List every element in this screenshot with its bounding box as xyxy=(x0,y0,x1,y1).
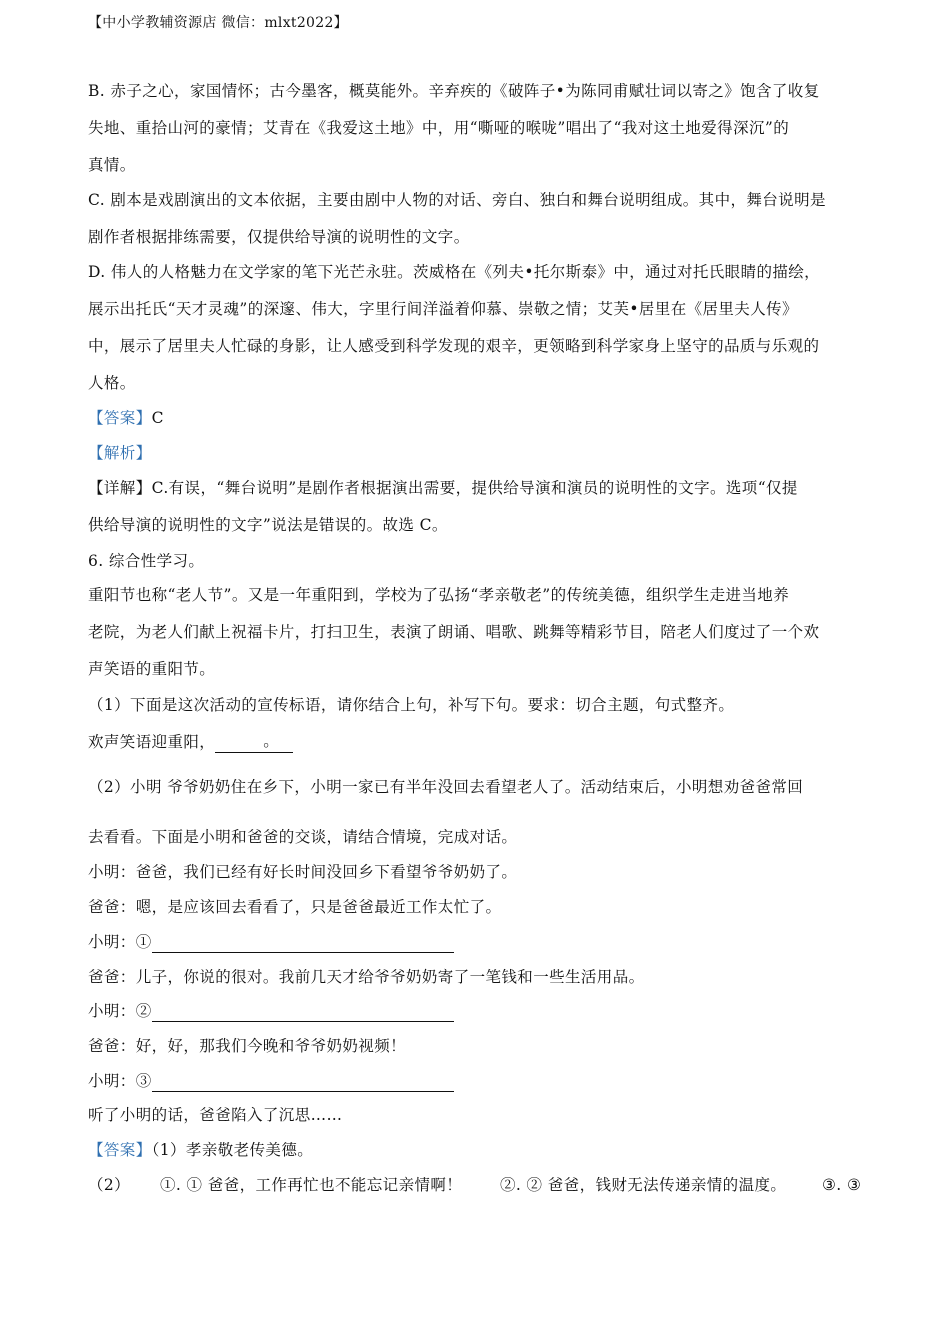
page-header: 【中小学教辅资源店 微信：mlxt2022】 xyxy=(88,15,348,31)
dialogue-blank-2[interactable] xyxy=(152,1021,454,1022)
detail-5-line-2: 供给导演的说明性的文字”说法是错误的。故选 C。 xyxy=(88,516,448,534)
analysis-5 xyxy=(88,442,152,464)
option-c-line-1: C. 剧本是戏剧演出的文本依据，主要由剧中人物的对话、旁白、独白和舞台说明组成。其中，舞台说明是 xyxy=(88,191,826,209)
option-d-line-3: 中，展示了居里夫人忙碌的身影，让人感受到科学发现的艰辛，更领略到科学家身上坚守的品质与乐观的 xyxy=(88,337,820,355)
dialogue-line-5 xyxy=(88,1000,454,1022)
answer-6-tag: 【答案】 xyxy=(88,1141,152,1159)
slogan-prefix: 欢声笑语迎重阳， xyxy=(88,733,216,751)
answer-5 xyxy=(88,407,164,429)
question-6-sub-2-line-2: 去看看。下面是小明和爸爸的交谈，请结合情境，完成对话。 xyxy=(88,828,518,846)
dialogue-blank-3[interactable] xyxy=(152,1091,454,1092)
dialogue-line-1: 小明：爸爸，我们已经有好长时间没回乡下看望爷爷奶奶了。 xyxy=(88,863,518,881)
detail-text: C.有误，“舞台说明”是剧作者根据演出需要，提供给导演和演员的说明性的文字。选项“仅提 xyxy=(151,479,798,497)
slogan-blank[interactable] xyxy=(215,752,263,753)
option-b-line-3: 真情。 xyxy=(88,156,136,174)
dialogue-line-6: 爸爸：好，好，那我们今晚和爷爷奶奶视频！ xyxy=(88,1037,407,1055)
question-6-intro-2: 老院，为老人们献上祝福卡片，打扫卫生，表演了朗诵、唱歌、跳舞等精彩节目，陪老人们度过了一个欢 xyxy=(88,623,820,641)
slogan-end: 。 xyxy=(263,730,293,753)
option-d-line-1: D. 伟人的人格魅力在文学家的笔下光芒永驻。茨威格在《列夫•托尔斯泰》中，通过对托氏眼睛的描绘， xyxy=(88,263,821,281)
question-6-intro-3: 声笑语的重阳节。 xyxy=(88,660,216,678)
dialogue-line-8: 听了小明的话，爸爸陷入了沉思…… xyxy=(88,1106,343,1124)
answer-6-text-1: （1）孝亲敬老传美德。 xyxy=(151,1141,314,1159)
slogan-line xyxy=(88,730,293,753)
detail-5-line-1 xyxy=(88,477,798,499)
detail-tag: 【详解】 xyxy=(88,479,152,497)
option-d-line-4: 人格。 xyxy=(88,374,136,392)
question-6-title: 6. 综合性学习。 xyxy=(88,552,205,570)
answer-value: C xyxy=(151,409,164,427)
answer-tag: 【答案】 xyxy=(88,409,152,427)
answer-6-part-2-a2: ②. ② 爸爸，钱财无法传递亲情的温度。 xyxy=(500,1176,787,1194)
dialogue-line-2: 爸爸：嗯，是应该回去看看了，只是爸爸最近工作太忙了。 xyxy=(88,898,502,916)
option-d-line-2: 展示出托氏“天才灵魂”的深邃、伟大，字里行间洋溢着仰慕、崇敬之情；艾芙•居里在《居里夫人传》 xyxy=(88,300,798,318)
dialogue-prompt-3: 小明：③ xyxy=(88,1072,152,1090)
answer-6-part-2-a3: ③. ③ xyxy=(822,1176,862,1194)
dialogue-prompt-2: 小明：② xyxy=(88,1002,152,1020)
option-b-line-2: 失地、重拾山河的豪情；艾青在《我爱这土地》中，用“嘶哑的喉咙”唱出了“我对这土地爱得深沉”的 xyxy=(88,119,790,137)
dialogue-prompt-1: 小明：① xyxy=(88,933,152,951)
answer-6-line-1 xyxy=(88,1139,313,1161)
analysis-tag: 【解析】 xyxy=(88,444,152,462)
question-6-intro-1: 重阳节也称“老人节”。又是一年重阳到，学校为了弘扬“孝亲敬老”的传统美德，组织学生走进当地养 xyxy=(88,586,790,604)
dialogue-line-4: 爸爸：儿子，你说的很对。我前几天才给爷爷奶奶寄了一笔钱和一些生活用品。 xyxy=(88,968,645,986)
option-c-line-2: 剧作者根据排练需要，仅提供给导演的说明性的文字。 xyxy=(88,228,470,246)
dialogue-line-7 xyxy=(88,1070,454,1092)
question-6-sub-2-line-1: （2）小明 爷爷奶奶住在乡下，小明一家已有半年没回去看望老人了。活动结束后，小明想劝爸爸常回 xyxy=(88,778,804,796)
question-6-sub-1: （1）下面是这次活动的宣传标语，请你结合上句，补写下句。要求：切合主题，句式整齐。 xyxy=(88,696,735,714)
answer-6-part-2-a1: ①. ① 爸爸，工作再忙也不能忘记亲情啊！ xyxy=(160,1176,463,1194)
dialogue-blank-1[interactable] xyxy=(152,952,454,953)
answer-6-part-2-label: （2） xyxy=(88,1176,131,1194)
option-b-line-1: B. 赤子之心，家国情怀；古今墨客，概莫能外。辛弃疾的《破阵子•为陈同甫赋壮词以寄之》饱含了收复 xyxy=(88,82,820,100)
dialogue-line-3 xyxy=(88,931,454,953)
